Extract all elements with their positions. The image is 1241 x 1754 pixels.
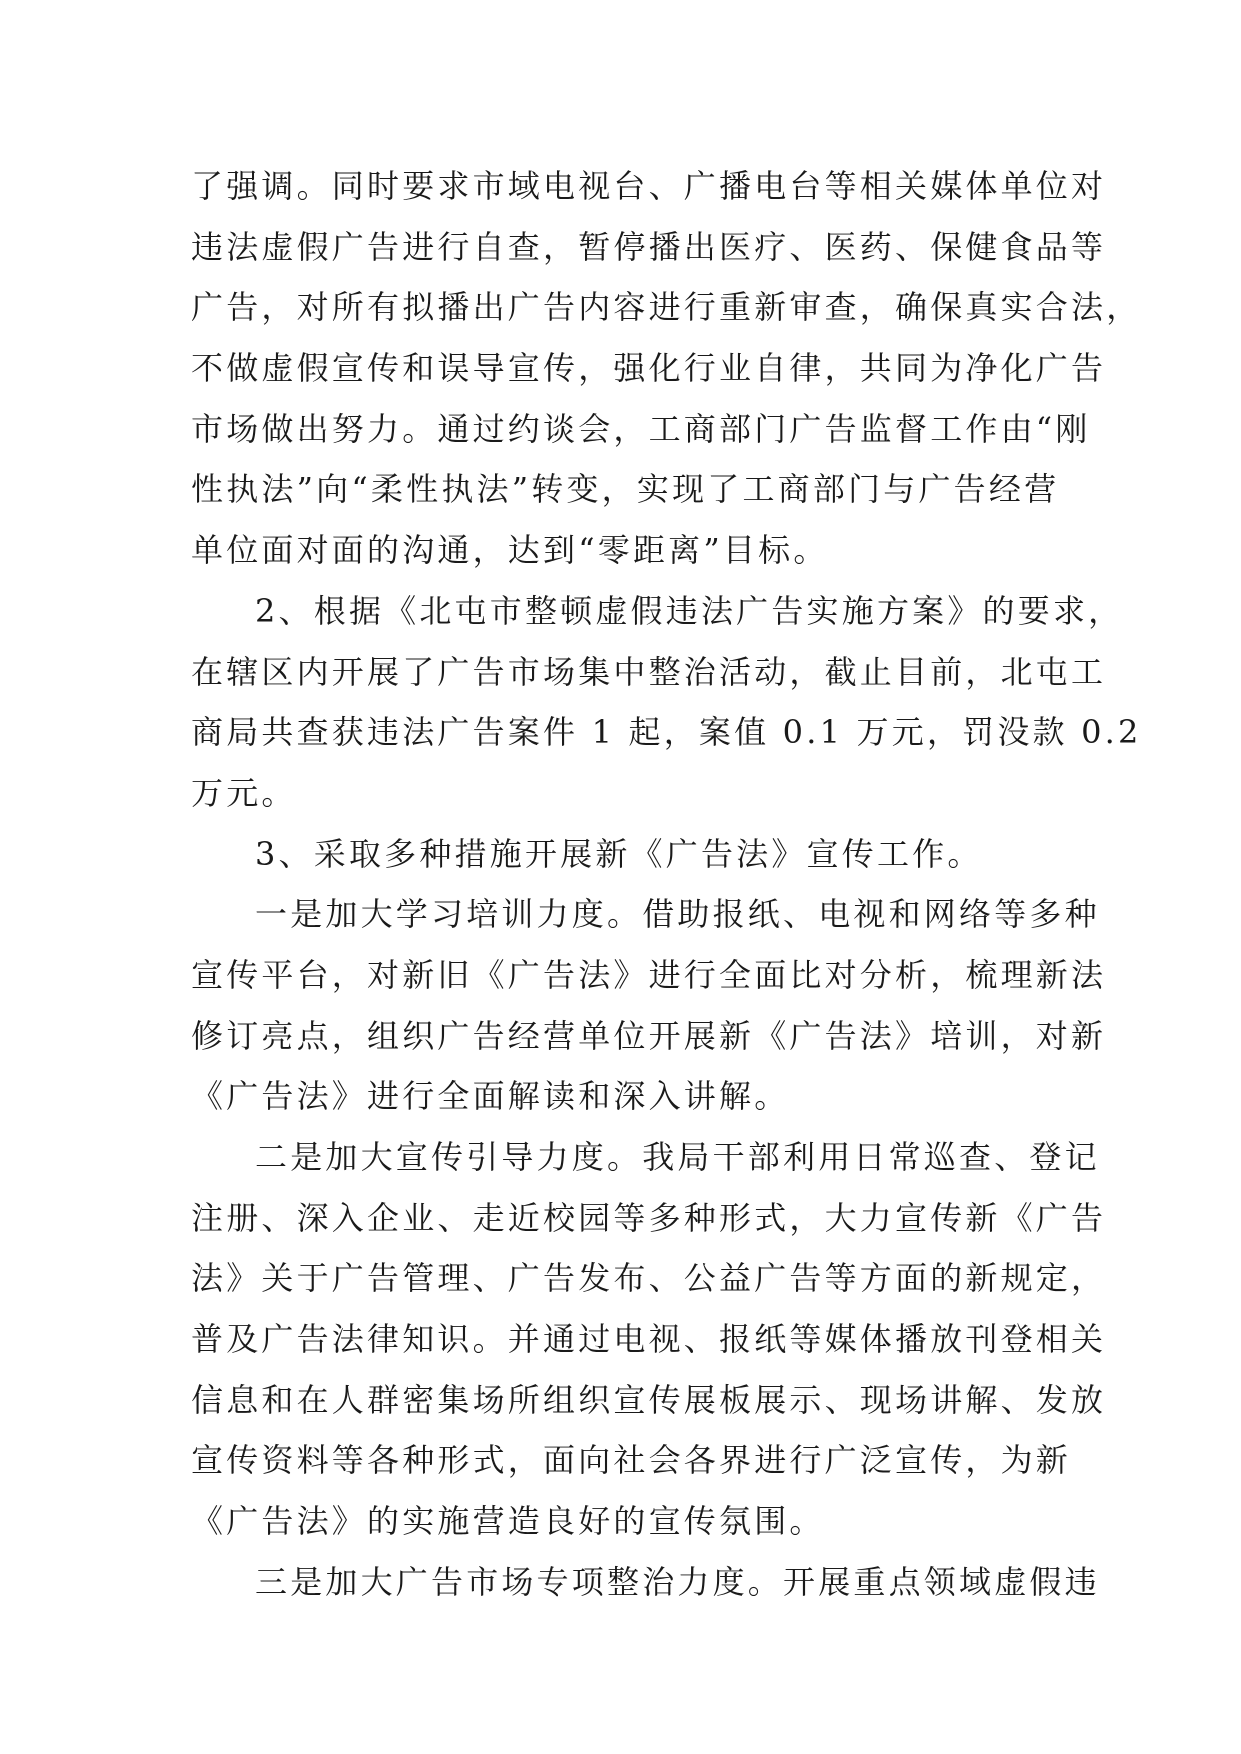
text-line: 宣传资料等各种形式，面向社会各界进行广泛宣传，为新 [191, 1441, 1072, 1480]
text-line: 单位面对面的沟通，达到“零距离”目标。 [191, 531, 829, 570]
paragraph-start-line: 一是加大学习培训力度。借助报纸、电视和网络等多种 [255, 895, 1100, 934]
text-line: 违法虚假广告进行自查，暂停播出医疗、医药、保健食品等 [191, 227, 1107, 266]
paragraph-start-line: 三是加大广告市场专项整治力度。开展重点领域虚假违 [255, 1562, 1100, 1601]
text-line: 修订亮点，组织广告经营单位开展新《广告法》培训，对新 [191, 1016, 1107, 1055]
text-line: 在辖区内开展了广告市场集中整治活动，截止目前，北屯工 [191, 652, 1107, 691]
text-line: 法》关于广告管理、广告发布、公益广告等方面的新规定， [191, 1259, 1107, 1298]
text-line: 普及广告法律知识。并通过电视、报纸等媒体播放刊登相关 [191, 1320, 1107, 1359]
text-line: 《广告法》的实施营造良好的宣传氛围。 [191, 1502, 825, 1541]
text-line: 了强调。同时要求市域电视台、广播电台等相关媒体单位对 [191, 167, 1107, 205]
text-line: 不做虚假宣传和误导宣传，强化行业自律，共同为净化广告 [191, 349, 1107, 388]
paragraph-start-line: 3、采取多种措施开展新《广告法》宣传工作。 [255, 834, 983, 873]
text-line: 性执法”向“柔性执法”转变，实现了工商部门与广告经营 [191, 470, 1060, 509]
paragraph-start-line: 2、根据《北屯市整顿虚假违法广告实施方案》的要求， [255, 591, 1124, 630]
text-line: 信息和在人群密集场所组织宣传展板展示、现场讲解、发放 [191, 1380, 1107, 1419]
text-line: 注册、深入企业、走近校园等多种形式，大力宣传新《广告 [191, 1198, 1107, 1237]
text-line: 广告，对所有拟播出广告内容进行重新审查，确保真实合法， [191, 288, 1142, 327]
text-line: 市场做出努力。通过约谈会，工商部门广告监督工作由“刚 [191, 409, 1091, 448]
text-line: 万元。 [191, 773, 297, 812]
paragraph-start-line: 二是加大宣传引导力度。我局干部利用日常巡查、登记 [255, 1138, 1100, 1176]
document-body [191, 156, 1142, 1613]
text-line: 《广告法》进行全面解读和深入讲解。 [191, 1077, 790, 1116]
text-line: 商局共查获违法广告案件 1 起，案值 0.1 万元，罚没款 0.2 [191, 713, 1142, 752]
text-line: 宣传平台，对新旧《广告法》进行全面比对分析，梳理新法 [191, 955, 1107, 994]
